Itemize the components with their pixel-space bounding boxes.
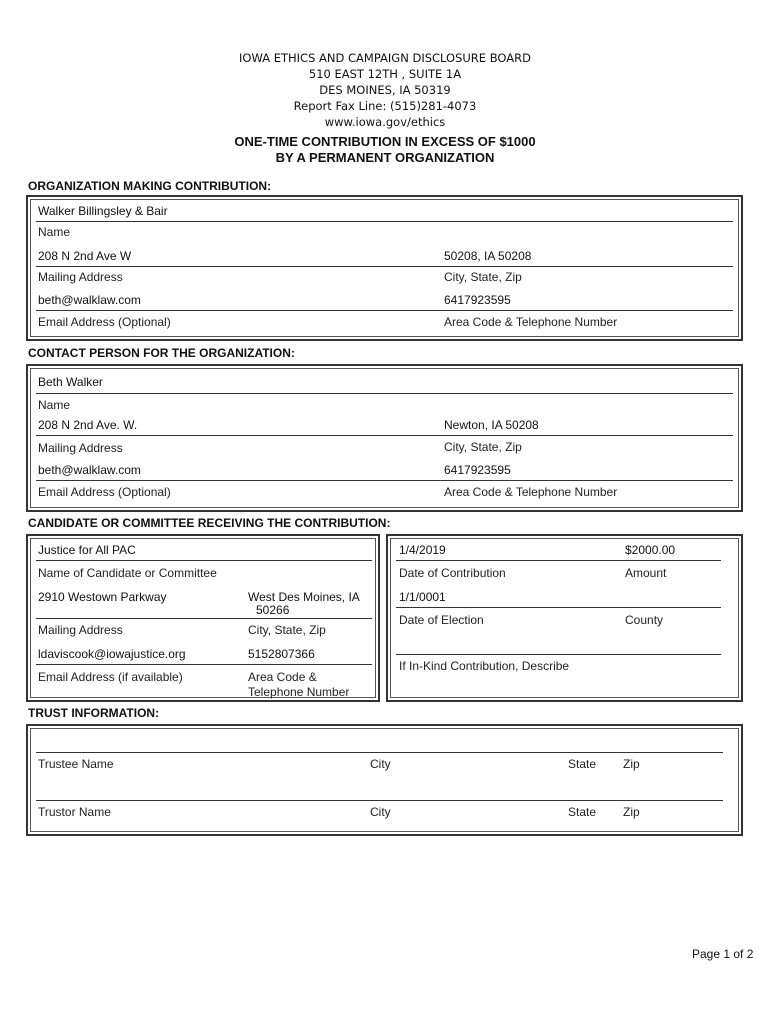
contact-phone-value[interactable]: 6417923595: [444, 463, 511, 477]
divider: [396, 654, 721, 655]
organization-name-value[interactable]: Walker Billingsley & Bair: [38, 204, 168, 218]
trust-heading: TRUST INFORMATION:: [28, 706, 160, 720]
candidate-city-value[interactable]: West Des Moines, IA: [248, 590, 360, 604]
candidate-email-value[interactable]: ldaviscook@iowajustice.org: [38, 647, 186, 661]
organization-city-label: City, State, Zip: [444, 270, 522, 284]
organization-heading: ORGANIZATION MAKING CONTRIBUTION:: [28, 179, 272, 193]
contribution-amount-label: Amount: [625, 566, 667, 580]
divider: [36, 752, 723, 753]
candidate-heading: CANDIDATE OR COMMITTEE RECEIVING THE CONTRIBUTION:: [28, 516, 391, 530]
trustee-city-label: City: [370, 757, 391, 771]
contact-city-label: City, State, Zip: [444, 440, 522, 454]
candidate-address-label: Mailing Address: [38, 623, 123, 637]
candidate-name-value[interactable]: Justice for All PAC: [38, 543, 136, 557]
divider: [36, 480, 733, 481]
contact-email-value[interactable]: beth@walklaw.com: [38, 463, 141, 477]
organization-email-value[interactable]: beth@walklaw.com: [38, 293, 141, 307]
form-title-line1: ONE-TIME CONTRIBUTION IN EXCESS OF $1000: [234, 134, 536, 149]
organization-address-value[interactable]: 208 N 2nd Ave W: [38, 249, 132, 263]
contribution-date-value[interactable]: 1/4/2019: [399, 543, 446, 557]
candidate-city-label: City, State, Zip: [248, 623, 326, 637]
candidate-name-label: Name of Candidate or Committee: [38, 566, 217, 580]
agency-fax: Report Fax Line: (515)281-4073: [293, 99, 477, 113]
trustee-name-label: Trustee Name: [38, 757, 114, 771]
election-date-label: Date of Election: [399, 613, 484, 627]
candidate-phone-label-line2: Telephone Number: [248, 685, 350, 699]
candidate-phone-label-line1: Area Code &: [248, 670, 317, 684]
form-title-line2: BY A PERMANENT ORGANIZATION: [275, 150, 495, 165]
contribution-date-label: Date of Contribution: [399, 566, 506, 580]
contact-name-label: Name: [38, 398, 71, 412]
organization-phone-label: Area Code & Telephone Number: [444, 315, 618, 329]
trustor-name-label: Trustor Name: [38, 805, 111, 819]
contact-phone-label: Area Code & Telephone Number: [444, 485, 618, 499]
divider: [36, 560, 372, 561]
trustee-state-label: State: [568, 757, 597, 771]
organization-address-label: Mailing Address: [38, 270, 123, 284]
agency-website: www.iowa.gov/ethics: [324, 115, 446, 129]
trustee-zip-label: Zip: [623, 757, 640, 771]
divider: [36, 266, 733, 267]
inkind-label: If In-Kind Contribution, Describe: [399, 659, 570, 673]
candidate-address-value[interactable]: 2910 Westown Parkway: [38, 590, 167, 604]
divider: [36, 435, 733, 436]
trustor-city-label: City: [370, 805, 391, 819]
contact-city-value[interactable]: Newton, IA 50208: [444, 418, 539, 432]
election-date-value[interactable]: 1/1/0001: [399, 590, 446, 604]
contact-name-value[interactable]: Beth Walker: [38, 375, 103, 389]
agency-address-line2: DES MOINES, IA 50319: [319, 83, 451, 97]
divider: [36, 800, 723, 801]
candidate-zip-value[interactable]: 50266: [256, 603, 290, 617]
divider: [396, 607, 721, 608]
contribution-amount-value[interactable]: $2000.00: [625, 543, 676, 557]
divider: [36, 664, 372, 665]
contact-address-value[interactable]: 208 N 2nd Ave. W.: [38, 418, 138, 432]
divider: [36, 310, 733, 311]
contact-email-label: Email Address (Optional): [38, 485, 171, 499]
county-label: County: [625, 613, 664, 627]
divider: [36, 618, 372, 619]
organization-name-label: Name: [38, 225, 71, 239]
divider: [36, 221, 733, 222]
agency-address-line1: 510 EAST 12TH , SUITE 1A: [308, 67, 462, 81]
trustor-zip-label: Zip: [623, 805, 640, 819]
contact-heading: CONTACT PERSON FOR THE ORGANIZATION:: [28, 346, 295, 360]
organization-city-value[interactable]: 50208, IA 50208: [444, 249, 532, 263]
divider: [396, 560, 721, 561]
candidate-email-label: Email Address (if available): [38, 670, 183, 684]
trust-section: [26, 724, 743, 836]
agency-name: IOWA ETHICS AND CAMPAIGN DISCLOSURE BOARD: [239, 51, 531, 65]
divider: [36, 393, 733, 394]
contact-address-label: Mailing Address: [38, 441, 123, 455]
organization-email-label: Email Address (Optional): [38, 315, 171, 329]
organization-phone-value[interactable]: 6417923595: [444, 293, 511, 307]
page-number: Page 1 of 2: [692, 947, 754, 961]
trustor-state-label: State: [568, 805, 597, 819]
candidate-phone-value[interactable]: 5152807366: [248, 647, 315, 661]
